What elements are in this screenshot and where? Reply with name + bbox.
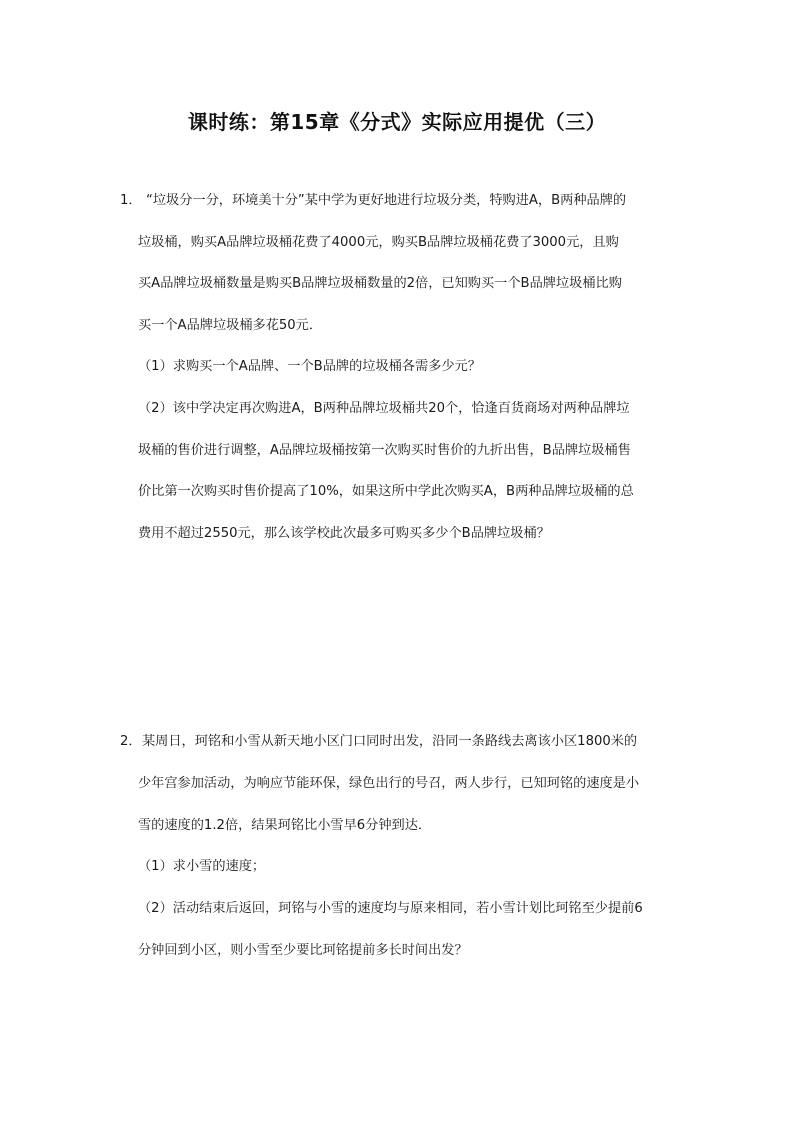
problem-1-line-4: 买一个A品牌垃圾桶多花50元． <box>138 318 323 333</box>
problem-1-line-2: 垃圾桶，购买A品牌垃圾桶花费了4000元，购买B品牌垃圾桶花费了3000元，且购 <box>138 235 619 250</box>
problem-2-part-2-line-1: （2）活动结束后返回，珂铭与小雪的速度均与原来相同，若小雪计划比珂铭至少提前6 <box>138 901 643 916</box>
page-title: 课时练：第15章《分式》实际应用提优（三） <box>187 110 607 134</box>
problem-1-part-2-line-4: 费用不超过2550元，那么该学校此次最多可购买多少个B品牌垃圾桶？ <box>138 526 550 541</box>
problem-2-line-2: 少年宫参加活动，为响应节能环保，绿色出行的号召，两人步行，已知珂铭的速度是小 <box>138 776 640 791</box>
problem-2-part-2-line-2: 分钟回到小区，则小雪至少要比珂铭提前多长时间出发？ <box>138 943 468 958</box>
problem-2-number: 2． <box>120 734 142 749</box>
problem-1-line-1: “垃圾分一分，环境美十分”某中学为更好地进行垃圾分类，特购进A，B两种品牌的 <box>146 193 627 208</box>
problem-1-part-1: （1）求购买一个A品牌、一个B品牌的垃圾桶各需多少元？ <box>138 359 481 374</box>
problem-1-line-3: 买A品牌垃圾桶数量是购买B品牌垃圾桶数量的2倍，已知购买一个B品牌垃圾桶比购 <box>138 276 622 291</box>
problem-2-part-1: （1）求小雪的速度； <box>138 859 266 874</box>
problem-1-number: 1． <box>120 193 142 208</box>
problem-1-part-2-line-3: 价比第一次购买时售价提高了10%，如果这所中学此次购买A，B两种品牌垃圾桶的总 <box>138 484 634 499</box>
problem-2-line-1: 某周日，珂铭和小雪从新天地小区门口同时出发，沿同一条路线去离该小区1800米的 <box>142 734 638 749</box>
problem-1-part-2-line-1: （2）该中学决定再次购进A，B两种品牌垃圾桶共20个，恰逢百货商场对两种品牌垃 <box>138 401 630 416</box>
problem-2-line-3: 雪的速度的1.2倍，结果珂铭比小雪早6分钟到达． <box>138 818 432 833</box>
problem-1-part-2-line-2: 圾桶的售价进行调整，A品牌垃圾桶按第一次购买时售价的九折出售，B品牌垃圾桶售 <box>138 443 631 458</box>
